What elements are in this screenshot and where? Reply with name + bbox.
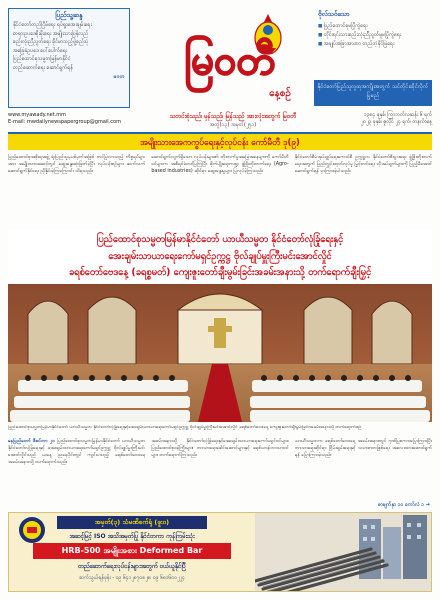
peoples-desire-line: စည်းလုံးညီညွတ်ရေး ခိုင်မာသည့်ဖွဲ့စည်းပုံ [13, 39, 89, 46]
steel-bar-advertisement[interactable] [8, 512, 432, 592]
motto-banner: နိုင်ငံတော်ပြည်သူလူထုအကျိုးအတွက် သင်တိုင်းထိုင်လိုက်ပြုမည် [314, 80, 432, 106]
ad-brand: အမှတ်(၃) သံမဏိစက်ရုံ (ဖူးဝ) [57, 516, 207, 529]
headline-line: ခရစ်တော်ဗေဒနေ့ (ခရစ္စမတ်) ကျေးဇူးတော်ချီးမွမ်းခြင်းအခမ်းအနားသို့ တက်ရောက်ချီးမြှင့် [68, 267, 372, 279]
church-interior-image [8, 284, 432, 422]
newspaper-logo[interactable] [156, 8, 308, 104]
national-cause-item: ■ ပြည်ထောင်စုမပြိုကွဲရေး [318, 22, 432, 31]
ad-phone-numbers: ဆက်သွယ်ရန်ဖုန်း - ၀၉ ၆၄၁၂၈၇၀၈၂၈၊ ၀၉ ၆၈၁၆၀၀၂၂၄ [79, 575, 185, 581]
headline-line: ပြည်ထောင်စုသမ္မတမြန်မာနိုင်ငံတော် ယာယီသမ္မတ နိုင်ငံတော်လုံခြုံရေးနှင့် [96, 234, 344, 245]
article-text: ယာယီသမ္မတက ခရစ်တော်ဗေဒနေ့ အခမ်းအနားတွင် ဂုဏ်ပြုစကားပြောကြားပြီး ဘာသာရေးဆိုင်ရာ ငြိမ်းချမ်းရေးနှင့် သဟဇာတဖြစ်ရေး အလေးထားဆောင်ရွက်ရန် ပြောကြားခဲ့သည်။ [294, 439, 432, 459]
date-burmese-calendar: ၁၃၈၄ ခုနှစ်၊ ကြာဘတ်လဆန်း ၆ ရက် [363, 112, 432, 118]
national-cause-item: ■ အချုပ်အခြာအာဏာ တည်တံ့ခိုင်မြဲရေး [318, 40, 432, 49]
peoples-desire-line: အခြေခံဥပဒေ ပေါ်ပေါက်ရေး [13, 47, 68, 54]
peoples-desire-title: ပြည်သူ့ဆန္ဒ [55, 11, 83, 19]
tagline: သတင်းစုံသည်၊ မှန်သည်၊ မြန်သည် အားလုံးအတွက် မြဝတီ [169, 113, 297, 120]
peoples-desire-box [8, 8, 130, 108]
church-ceremony-photo[interactable] [8, 284, 432, 422]
article-text: ပြည်ထောင်စုသမ္မတမြန်မာနိုင်ငံတော် ယာယီသမ္မတ နိုင်ငံတော်လုံခြုံရေးနှင့် အေးချမ်းသာယာရေးကော်မရှင်ဥက္ကဋ္ဌ ဗိုလ်ချုပ်မှူးကြီးမင်းအောင်လှိုင်သည် ယနေ့ ညနေပိုင်းတွင် ကျင်းပသည့် ခရစ်တော်ဗေဒနေ့ အခမ်းအနားသို့ တက်ရောက်သည်။ [8, 439, 146, 466]
article-column: ပြည်ထောင်စုအစိုးရအဖွဲ့ ရုံးပြည်သူမှပစ်မှတ်အဖြစ် တင်ပြလာသည့် ကိစ္စရပ်များအား အမျိုးသားအဆင့်တွင် ဆွေးနွေးဆုံးဖြတ်ခဲ့ပြီး လုပ်ငန်းစဉ်များ ဆက်လက်ဆောင်ရွက်နိုင်ရေး ညှိနှိုင်းခဲ့ကြကြောင်း သိရသည်။ [8, 155, 146, 175]
lead-article-columns [8, 438, 432, 510]
headline-christmas-ceremony[interactable] [8, 230, 432, 282]
article-column [295, 438, 432, 510]
publication-date [314, 112, 432, 126]
peoples-desire-line: တည်ဆောက်ရေး ဆောင်ရွက်ရန် [13, 64, 74, 71]
ad-tagline: အဆင့်မြင့် ISO အသိအမှတ်ပြု နိုင်ငံတကာ ကုန်ကြမ်းသုံး [69, 533, 195, 540]
article-column: ဆောင်ရွက်လျက်ရှိသော လုပ်ငန်းများ၏ တိုးတက်မှုအခြေအနေများကို ကော်မီတီဝင်များက အစီရင်ခံတင်ပြကြပြီး စိုက်ပျိုးရေးကဏ္ဍ ဖွံ့ဖြိုးတိုးတက်ရေး (Agro-based industries) ဆိုင်ရာ ဆွေးနွေးမှုများ ပြုလုပ်ခဲ့ကြသည်။ [151, 155, 289, 175]
headline-line: အေးချမ်းသာယာရေးကော်မရှင်ဥက္ကဋ္ဌ ဗိုလ်ချုပ်မှူးကြီးမင်းအောင်လှိုင် [108, 250, 332, 262]
logo-graphic [156, 8, 308, 104]
contact-info [8, 112, 148, 126]
dateline: နေပြည်တော် ဒီဇင်ဘာ ၂၀ [8, 439, 55, 444]
national-causes-title: ဗိုလ်သဝ်သော [318, 10, 350, 18]
peoples-desire-line: တရားဥပဒေစိုးမိုးရေး အမျိုးသားပြန်လည် [13, 30, 89, 37]
headline-committee-meeting[interactable]: အမျိုးသားအေကက္ခပ်ရေးနှင့်လုပ်ငန်း ကော်မီတီ ဒု(၉) [8, 134, 432, 150]
peoples-desire-signature: မဝတ [113, 73, 125, 80]
peoples-desire-line: နိုင်ငံတော်တည်ငြိမ်ရေး ရပ်ရွာအေးချမ်းရေး [13, 22, 92, 28]
logo-subtitle: နေ့စဉ် [269, 88, 291, 99]
issue-number: အတွဲ(၁၃) အမှတ်(၂၅၁) [209, 122, 257, 128]
email-link[interactable]: E-mail: mwdailynewspapergroup@gmail.com [8, 119, 121, 125]
national-cause-item: ■ တိုင်းရင်းသားစည်းလုံးညီညွတ်မှုမပြိုကွဲရေး [318, 31, 432, 40]
article-column [8, 438, 145, 510]
article-text: အခမ်းအနားသို့ နိုင်ငံတော်လုံခြုံရေးနှင့်အေးချမ်းသာယာရေးကော်မရှင်ဝင်များ၊ ပြည်ထောင်စုဝန်ကြီးများ၊ ဘာသာရေးခေါင်းဆောင်များနှင့် ခရစ်ယာန်ဘာသာဝင်များ တက်ရောက်ကြသည်။ [151, 439, 289, 459]
ad-subtagline: တည်ဆောက်ရေးလုပ်ငန်းများအတွက် ဝယ်ယူနိုင်ပြီ [78, 563, 186, 570]
article-column: နိုင်ငံတော်စီမံအုပ်ချုပ်ရေးကောင်စီ ဥက္ကဋ္ဌက နိုင်ငံတော်စီးပွားရေး ဖွံ့ဖြိုးတိုးတက်ရေးအတွက် ပြည်တွင်းထုတ်လုပ်မှု မြှင့်တင်ရေး လိုအပ်ချက်များကို ပြည့်မီအောင် ဆောင်ရွက်ရန် မှာကြားခဲ့ပါသည်။ [294, 155, 432, 175]
top-article-columns [8, 154, 432, 226]
website-link[interactable]: www.myawady.net.mm [8, 112, 66, 118]
photo-caption: ပြည်ထောင်စုသမ္မတမြန်မာနိုင်ငံတော် ယာယီသမ္မတ နိုင်ငံတော်လုံခြုံရေးနှင့်အေးချမ်းသာယာရေးကော်မရှင်ဥက္ကဋ္ဌ ဗိုလ်ချုပ်မှူးကြီးမင်းအောင်လှိုင် ခရစ်တော်ဗေဒနေ့ ကျေးဇူးတော်ချီးမွမ်းခြင်းအခမ်းအနားသို့ တက်ရောက်စဉ် [8, 425, 362, 430]
date-gregorian: ၂၀၂၃ ခုနှစ်၊ ဇူလိုင် ၂၄ ရက်၊ တနင်္လာနေ့ [360, 119, 432, 125]
steel-rebar-image [255, 513, 432, 592]
national-causes-box [314, 10, 432, 74]
article-column [151, 438, 288, 510]
continued-on-page-link[interactable]: စာမျက်နှာ ၁၀ ကော်လံ ၁ ➔ [378, 502, 430, 508]
ad-product-name: HRB-500 အမျိုးအစား Deformed Bar [33, 543, 231, 559]
logo-wordmark: မြဝတီ [184, 38, 276, 84]
peoples-desire-line: ပြည်ထောင်စုသမ္မတမြန်မာနိုင်ငံ [13, 56, 71, 63]
